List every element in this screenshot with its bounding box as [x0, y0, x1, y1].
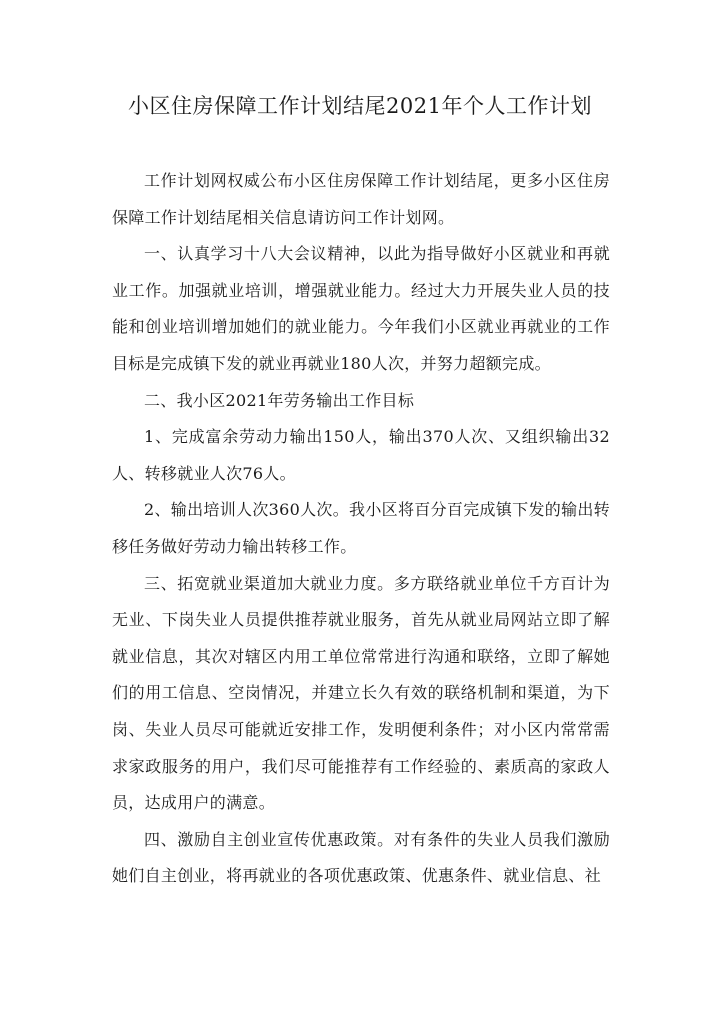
- paragraph-intro: 工作计划网权威公布小区住房保障工作计划结尾，更多小区住房保障工作计划结尾相关信息请访问工作计划网。: [112, 171, 610, 227]
- document-title: 小区住房保障工作计划结尾2021年个人工作计划: [128, 94, 592, 118]
- paragraph-section-1: 一、认真学习十八大会议精神，以此为指导做好小区就业和再就业工作。加强就业培训，增强就业能力。经过大力开展失业人员的技能和创业培训增加她们的就业能力。今年我们小区就业再就业的工作目标是完成镇下发的就业再就业180人次，并努力超额完成。: [112, 244, 610, 373]
- paragraph-section-2-heading: 二、我小区2021年劳务输出工作目标: [144, 390, 415, 410]
- paragraph-item-1: 1、完成富余劳动力输出150人，输出370人次、又组织输出32人、转移就业人次76人。: [112, 427, 610, 483]
- paragraph-item-2: 2、输出培训人次360人次。我小区将百分百完成镇下发的输出转移任务做好劳动力输出转移工作。: [112, 500, 610, 556]
- paragraph-section-3: 三、拓宽就业渠道加大就业力度。多方联络就业单位千方百计为无业、下岗失业人员提供推荐就业服务，首先从就业局网站立即了解就业信息，其次对辖区内用工单位常常进行沟通和联络，立即了解她们的用工信息、空岗情况，并建立长久有效的联络机制和渠道，为下岗、失业人员尽可能就近安排工作，发明便利条件；对小区内常常需求家政服务的用户，我们尽可能推荐有工作经验的、素质高的家政人员，达成用户的满意。: [112, 573, 610, 813]
- paragraph-section-4: 四、激励自主创业宣传优惠政策。对有条件的失业人员我们激励她们自主创业，将再就业的各项优惠政策、优惠条件、就业信息、社: [112, 829, 610, 886]
- document-body: [112, 163, 610, 895]
